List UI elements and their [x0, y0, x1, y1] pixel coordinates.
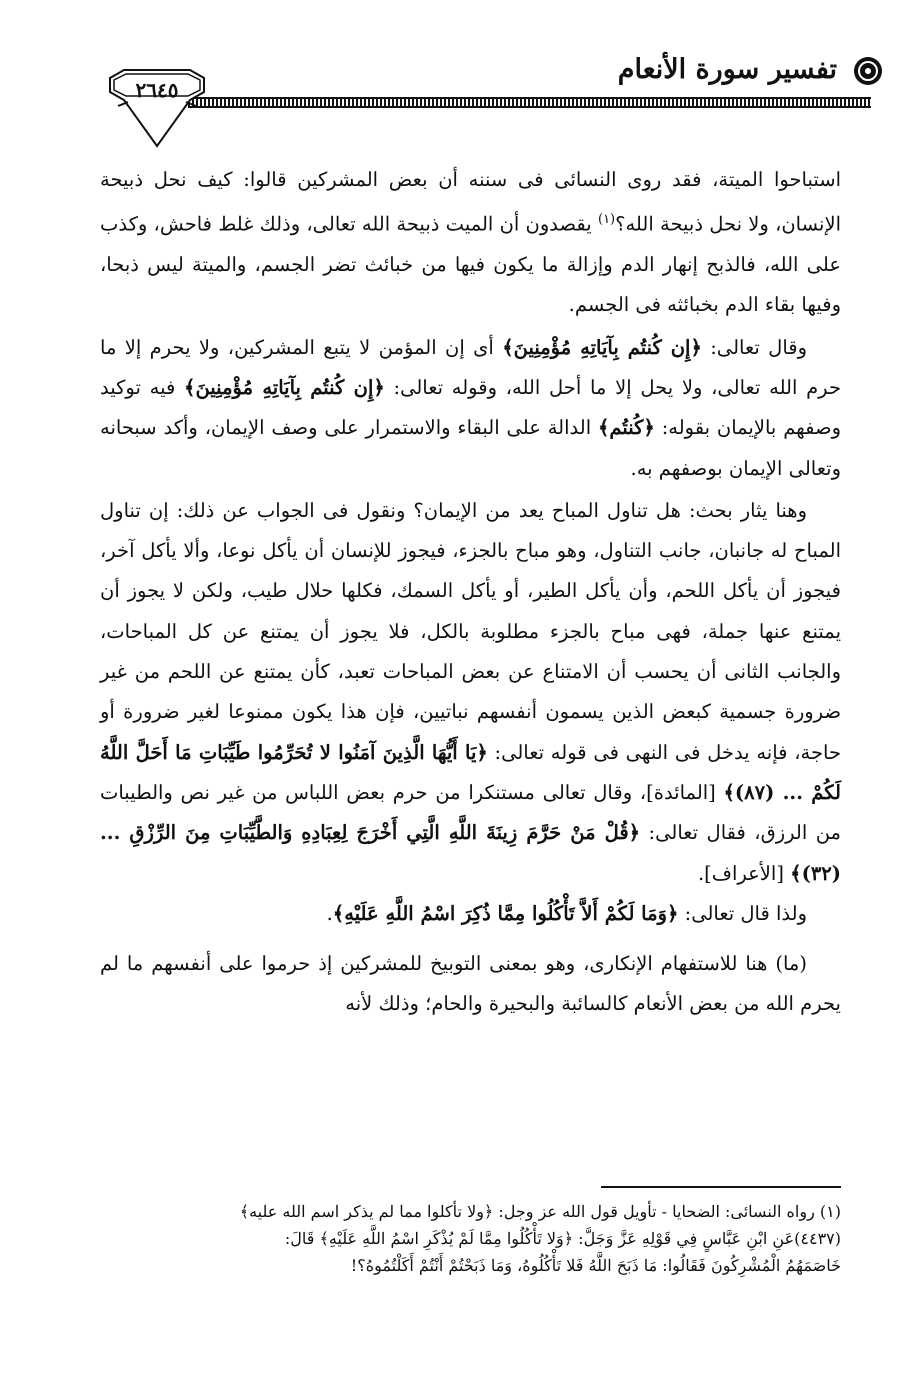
header-rule: [188, 97, 871, 108]
text-run: وقال تعالى:: [701, 335, 807, 359]
page-number: ٢٦٤٥: [135, 78, 179, 102]
footnote-line: خَاصَمَهُمُ الْمُشْرِكُونَ فَقَالُوا: مَا ذَبَحَ اللَّهُ فَلا تَأْكُلُوهُ، وَمَا ذَبَحْتُمْ أَنْتُمْ أَكَلْتُمُوهُ؟!: [350, 1256, 841, 1275]
quran-quote: ﴿إِن كُنتُم بِآيَاتِهِ مُؤْمِنِينَ﴾: [502, 335, 702, 359]
text-run: [المائدة]، وقال تعالى مستنكرا من حرم بعض اللباس من غير نص والطيبات من الرزق، فقال تعالى:: [100, 780, 841, 845]
paragraph-5: [100, 944, 841, 1025]
footnote-line: (٤٤٣٧)عَنِ ابْنِ عَبَّاسٍ فِي قَوْلِهِ عَزَّ وَجَلَّ: ﴿وَلا تَأْكُلُوا مِمَّا لَمْ يُذْكَرِ اسْمُ اللَّهِ عَلَيْهِ﴾ قَالَ:: [284, 1229, 841, 1248]
main-text: [100, 160, 841, 1025]
quran-quote: ﴿إِن كُنتُم بِآيَاتِهِ مُؤْمِنِينَ﴾: [184, 375, 385, 399]
running-title: تفسير سورة الأنعام: [617, 54, 837, 85]
text-run: يقصدون أن الميت ذبيحة الله تعالى، وذلك غلط فاحش، وكذب على الله، فالذبح إنهار الدم وإزالة ما يكون فيها من خبائث تضر الجسم، والميتة ليس ذبحا، وفيها بقاء الدم بخبائثه فى الجسم.: [100, 212, 841, 317]
text-run: ولذا قال تعالى:: [678, 901, 807, 925]
rosette-ornament-icon: [851, 54, 885, 88]
paragraph-4: [100, 894, 841, 934]
text-run: فيه توكيد وصفهم بالإيمان بقوله:: [100, 375, 841, 440]
text-run: .: [326, 901, 333, 925]
footnote-marker: (١): [597, 212, 616, 228]
text-run: أى إن المؤمن لا يتبع المشركين، ولا يحرم إلا ما حرم الله تعالى، ولا يحل إلا ما أحل الله، وقوله تعالى:: [100, 335, 841, 399]
paragraph-3: [100, 491, 841, 894]
footnotes: [100, 1198, 841, 1279]
quran-quote: ﴿قُلْ مَنْ حَرَّمَ زِينَةَ اللَّهِ الَّتِي أَخْرَجَ لِعِبَادِهِ وَالطَّيِّبَاتِ مِنَ الرِّزْقِ ... (٣٢)﴾: [100, 821, 841, 885]
text-run: استباحوا الميتة، فقد روى النسائى فى سننه أن بعض المشركين قالوا: كيف نحل ذبيحة الإنسان، ولا نحل ذبيحة الله؟: [100, 168, 841, 236]
paragraph-1: [100, 160, 841, 326]
quran-quote: ﴿يَا أَيُّهَا الَّذِينَ آمَنُوا لا تُحَرِّمُوا طَيِّبَاتِ مَا أَحَلَّ اللَّهُ لَكُمْ ... (٨٧)﴾: [100, 740, 841, 804]
text-run: [الأعراف].: [697, 861, 791, 885]
quran-quote: ﴿وَمَا لَكُمْ أَلاَّ تَأْكُلُوا مِمَّا ذُكِرَ اسْمُ اللَّهِ عَلَيْهِ﴾: [332, 901, 679, 925]
quran-quote: ﴿كُنتُم﴾: [597, 416, 655, 440]
text-run: وهنا يثار بحث: هل تناول المباح يعد من الإيمان؟ ونقول فى الجواب عن ذلك: إن تناول المباح له جانبان، جانب التناول، وهو مباح بالجزء، فيجوز للإنسان أن يأكل نوعا، وألا يأكل آخر، فيجوز أن يأكل اللحم، وأن يأكل الطير، أو يأكل السمك، فكلها حلال طيب، ولكن لا يجوز أن يمتنع عنها جملة، فهى مباح بالجزء مطلوبة بالكل، فلا يجوز أن يمتنع عن كل المباحات، والجانب الثانى أن يحسب أن الامتناع عن بعض المباحات تعبد، كأن يمتنع عن اللحم من غير ضرورة جسمية كبعض الذين يسمون أنفسهم نباتيين، فإن هذا يكون ممنوعا لغير ضرورة أو حاجة، فإنه يدخل فى النهى فى قوله تعالى:: [100, 498, 841, 764]
paragraph-2: [100, 328, 841, 489]
page-header: [0, 0, 923, 160]
footnote-line: (١) رواه النسائى: الضحايا - تأويل قول الله عز وجل: ﴿ولا تأكلوا مما لم يذكر اسم الله عليه﴾: [239, 1202, 841, 1221]
text-run: (ما) هنا للاستفهام الإنكارى، وهو بمعنى التوبيخ للمشركين إذ حرموا على أنفسهم ما لم يحرم الله من بعض الأنعام كالسائبة والبحيرة والحام؛ وذلك لأنه: [100, 952, 841, 1016]
text-run: الدالة على البقاء والاستمرار على وصف الإيمان، وأكد سبحانه وتعالى الإيمان بوصفهم به.: [100, 416, 841, 480]
footnote-separator: [601, 1186, 841, 1188]
